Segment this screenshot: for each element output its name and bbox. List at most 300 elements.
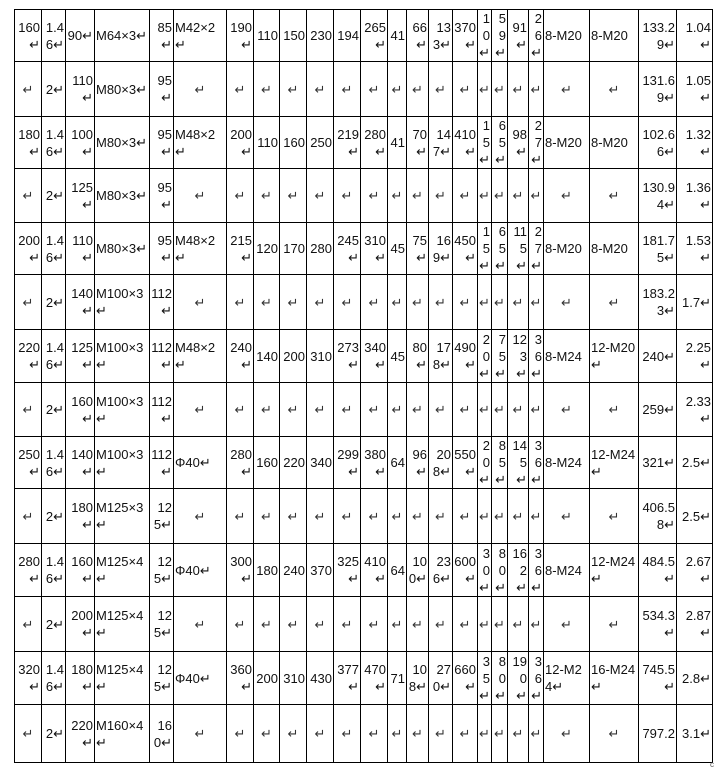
table-cell: 8-M24 [544, 544, 590, 597]
table-cell: ↵ [388, 62, 407, 117]
table-cell: M100×3↵ [95, 383, 150, 437]
table-cell: 112↵ [150, 437, 174, 489]
table-cell: 123↵ [508, 330, 529, 383]
table-cell: 27↵ [529, 117, 544, 169]
table-cell: 2.67↵ [677, 544, 713, 597]
table-cell: 270↵ [429, 652, 453, 705]
table-cell: 130.94↵ [639, 169, 677, 223]
table-row [15, 117, 713, 169]
table-cell: 220↵ [66, 705, 95, 763]
table-cell: 160 [280, 117, 307, 169]
table-cell: 220 [280, 437, 307, 489]
table-cell: 340↵ [361, 330, 388, 383]
table-cell: 125↵ [150, 597, 174, 652]
table-cell: ↵ [508, 705, 529, 763]
table-cell: 265↵ [361, 10, 388, 62]
table-cell: 219↵ [334, 117, 361, 169]
table-row [15, 437, 713, 489]
table-cell: ↵ [508, 275, 529, 330]
table-cell: ↵ [544, 705, 590, 763]
table-cell: 110↵ [66, 223, 95, 275]
table-cell: 112↵ [150, 330, 174, 383]
table-cell: 410↵ [361, 544, 388, 597]
table-cell: 41 [388, 117, 407, 169]
table-cell: ↵ [407, 383, 429, 437]
table-cell: 80↵ [492, 544, 508, 597]
table-cell: 71 [388, 652, 407, 705]
table-cell: ↵ [280, 62, 307, 117]
table-cell: 59↵ [492, 10, 508, 62]
table-cell: ↵ [544, 597, 590, 652]
spec-table-container [14, 9, 713, 763]
table-cell: ↵ [453, 705, 478, 763]
table-cell: ↵ [388, 169, 407, 223]
table-cell: 8-M20 [544, 223, 590, 275]
table-cell: 660↵ [453, 652, 478, 705]
table-cell: ↵ [388, 705, 407, 763]
table-cell: Φ40↵ [174, 437, 227, 489]
table-cell: 27↵ [529, 223, 544, 275]
table-cell: ↵ [529, 383, 544, 437]
table-cell: 8-M24 [544, 437, 590, 489]
table-cell: Φ40↵ [174, 544, 227, 597]
table-cell: Φ40↵ [174, 652, 227, 705]
table-cell: 2↵ [42, 705, 66, 763]
table-cell: ↵ [529, 489, 544, 544]
table-cell: ↵ [334, 169, 361, 223]
table-cell: ↵ [478, 489, 492, 544]
table-cell: 91↵ [508, 10, 529, 62]
table-cell: 15↵ [479, 118, 490, 167]
table-cell: 2.5↵ [677, 437, 713, 489]
table-cell: ↵ [361, 169, 388, 223]
table-cell: ↵ [544, 275, 590, 330]
table-cell: 245↵ [334, 223, 361, 275]
table-cell: ↵ [453, 489, 478, 544]
table-cell: 125↵ [150, 544, 174, 597]
table-cell: 180↵ [66, 489, 95, 544]
table-cell: ↵ [15, 705, 42, 763]
table-cell: 120 [254, 223, 280, 275]
table-row [15, 544, 713, 597]
table-cell: M125×4↵ [95, 597, 150, 652]
table-cell: 45 [388, 330, 407, 383]
table-cell: 125↵ [150, 489, 174, 544]
table-cell: M80×3↵ [95, 117, 150, 169]
table-cell: 112↵ [150, 275, 174, 330]
table-cell: ↵ [254, 489, 280, 544]
table-cell: ↵ [508, 62, 529, 117]
table-cell: ↵ [361, 383, 388, 437]
table-cell: 147↵ [429, 117, 453, 169]
table-cell: 150 [280, 10, 307, 62]
table-cell: ↵ [388, 275, 407, 330]
table-cell: 95↵ [150, 117, 174, 169]
table-cell: ↵ [227, 705, 254, 763]
table-cell: 200↵ [227, 117, 254, 169]
table-cell: ↵ [307, 169, 334, 223]
table-cell: 140↵ [66, 275, 95, 330]
table-cell: ↵ [280, 275, 307, 330]
table-cell: 534.3↵ [639, 597, 677, 652]
table-row [15, 383, 713, 437]
table-cell: 310↵ [361, 223, 388, 275]
table-cell: 96↵ [407, 437, 429, 489]
table-cell: 1.53↵ [677, 223, 713, 275]
table-cell: ↵ [174, 275, 227, 330]
table-cell: 1.05↵ [677, 62, 713, 117]
table-cell: ↵ [478, 275, 492, 330]
table-cell: 125↵ [150, 652, 174, 705]
table-cell: 160↵ [66, 544, 95, 597]
table-cell: 110 [254, 117, 280, 169]
table-cell: 12-M24↵ [590, 544, 639, 597]
table-cell: ↵ [407, 705, 429, 763]
table-cell: 95↵ [150, 62, 174, 117]
table-cell: 280 [307, 223, 334, 275]
table-cell: ↵ [478, 383, 492, 437]
table-cell: 310 [280, 652, 307, 705]
table-cell: 797.2 [639, 705, 677, 763]
table-cell: 450↵ [453, 223, 478, 275]
table-cell: 3.1↵ [677, 705, 713, 763]
table-cell: 340 [307, 437, 334, 489]
table-cell: ↵ [508, 597, 529, 652]
table-cell: ↵ [254, 597, 280, 652]
table-cell: 115↵ [508, 223, 529, 275]
table-cell: ↵ [15, 597, 42, 652]
table-cell: ↵ [388, 597, 407, 652]
table-cell: 66↵ [407, 10, 429, 62]
table-cell: ↵ [453, 383, 478, 437]
table-cell: 1.46↵ [42, 437, 66, 489]
table-cell: ↵ [254, 169, 280, 223]
table-row [15, 62, 713, 117]
table-cell: 16-M24↵ [590, 652, 639, 705]
table-cell: ↵ [15, 275, 42, 330]
table-cell: M80×3↵ [95, 169, 150, 223]
table-cell: 745.5↵ [639, 652, 677, 705]
table-cell: 140 [254, 330, 280, 383]
table-cell: 2.5↵ [677, 489, 713, 544]
table-cell: 320↵ [15, 652, 42, 705]
table-cell: ↵ [307, 275, 334, 330]
table-cell: 380↵ [361, 437, 388, 489]
table-cell: 162↵ [508, 544, 529, 597]
table-cell: ↵ [334, 705, 361, 763]
table-cell: ↵ [227, 169, 254, 223]
table-cell: 1.46↵ [42, 10, 66, 62]
table-cell: M100×3↵ [95, 330, 150, 383]
table-cell: ↵ [544, 383, 590, 437]
table-cell: 1.7↵ [677, 275, 713, 330]
table-cell: 36↵ [529, 652, 544, 705]
table-cell: 70↵ [407, 117, 429, 169]
table-cell: 273↵ [334, 330, 361, 383]
table-cell: 410↵ [453, 117, 478, 169]
table-cell: 180 [254, 544, 280, 597]
table-cell: ↵ [174, 62, 227, 117]
table-cell: ↵ [388, 489, 407, 544]
table-cell: ↵ [429, 62, 453, 117]
table-cell: 36↵ [529, 544, 544, 597]
table-cell: ↵ [429, 383, 453, 437]
table-cell: 280↵ [361, 117, 388, 169]
table-cell: 406.58↵ [639, 489, 677, 544]
table-row [15, 597, 713, 652]
table-cell: ↵ [254, 275, 280, 330]
table-cell: 2.25↵ [677, 330, 713, 383]
table-cell: 160 [254, 437, 280, 489]
table-cell: ↵ [453, 275, 478, 330]
table-cell: ↵ [407, 62, 429, 117]
table-cell: ↵ [478, 705, 492, 763]
table-cell: 65↵ [492, 117, 508, 169]
table-cell: 160↵ [15, 10, 42, 62]
table-cell: 180↵ [15, 117, 42, 169]
table-row [15, 275, 713, 330]
table-cell: 325↵ [334, 544, 361, 597]
table-row [15, 705, 713, 763]
table-cell: 125↵ [66, 169, 95, 223]
table-cell: 145↵ [508, 437, 529, 489]
table-cell: 12-M20↵ [590, 330, 639, 383]
table-cell: 80↵ [407, 330, 429, 383]
table-cell: 160↵ [150, 705, 174, 763]
table-cell: 360↵ [227, 652, 254, 705]
table-cell: 240↵ [227, 330, 254, 383]
table-cell: ↵ [361, 489, 388, 544]
table-cell: 484.5↵ [639, 544, 677, 597]
table-cell: ↵ [453, 62, 478, 117]
table-cell: 45 [388, 223, 407, 275]
table-cell: M125×4↵ [95, 544, 150, 597]
table-cell: ↵ [407, 597, 429, 652]
table-cell: 125↵ [66, 330, 95, 383]
table-cell: 26↵ [529, 10, 544, 62]
table-cell: 75↵ [492, 330, 508, 383]
table-cell: 100↵ [66, 117, 95, 169]
table-cell: ↵ [174, 489, 227, 544]
table-cell: 300↵ [227, 544, 254, 597]
table-cell: ↵ [478, 597, 492, 652]
table-row [15, 169, 713, 223]
table-cell: 370 [307, 544, 334, 597]
table-cell: 1.32↵ [677, 117, 713, 169]
table-cell: ↵ [529, 169, 544, 223]
table-cell: 250↵ [15, 437, 42, 489]
table-cell: ↵ [15, 62, 42, 117]
table-cell: M100×3↵ [95, 275, 150, 330]
table-cell: 10↵ [479, 11, 490, 60]
table-cell: ↵ [174, 705, 227, 763]
table-row [15, 489, 713, 544]
table-cell: 208↵ [429, 437, 453, 489]
table-cell: 15↵ [479, 224, 490, 273]
table-cell: M100×3↵ [95, 437, 150, 489]
table-cell: ↵ [429, 275, 453, 330]
page-edge-mark: c [710, 760, 714, 769]
table-cell: ↵ [478, 62, 492, 117]
table-cell: 85↵ [150, 10, 174, 62]
table-cell: 140↵ [66, 437, 95, 489]
table-cell: 133.29↵ [639, 10, 677, 62]
table-cell: ↵ [492, 705, 508, 763]
table-cell: 2↵ [42, 489, 66, 544]
table-row [15, 223, 713, 275]
table-cell: 65↵ [492, 223, 508, 275]
table-cell: 160↵ [66, 383, 95, 437]
table-cell: ↵ [407, 275, 429, 330]
table-cell: ↵ [15, 169, 42, 223]
table-cell: ↵ [453, 597, 478, 652]
table-cell: 133↵ [429, 10, 453, 62]
table-cell: 12-M24↵ [544, 652, 590, 705]
table-cell: 80↵ [492, 652, 508, 705]
table-cell: 169↵ [429, 223, 453, 275]
table-cell: ↵ [492, 275, 508, 330]
spec-table-body [15, 10, 713, 763]
table-cell: ↵ [307, 705, 334, 763]
table-cell: 200↵ [15, 223, 42, 275]
table-cell: ↵ [280, 597, 307, 652]
table-cell: 280↵ [15, 544, 42, 597]
table-row [15, 330, 713, 383]
table-cell: ↵ [334, 62, 361, 117]
table-cell: 550↵ [453, 437, 478, 489]
table-cell: ↵ [590, 597, 639, 652]
table-cell: ↵ [590, 62, 639, 117]
table-cell: ↵ [334, 383, 361, 437]
table-cell: ↵ [544, 169, 590, 223]
table-cell: 178↵ [429, 330, 453, 383]
table-cell: 470↵ [361, 652, 388, 705]
table-cell: M48×2↵ [174, 117, 227, 169]
table-cell: ↵ [174, 169, 227, 223]
table-cell: 190↵ [227, 10, 254, 62]
table-cell: 490↵ [453, 330, 478, 383]
table-cell: 1.46↵ [42, 117, 66, 169]
table-cell: ↵ [590, 705, 639, 763]
table-cell: ↵ [174, 597, 227, 652]
table-cell: 20↵ [479, 331, 490, 381]
table-row [15, 652, 713, 705]
table-cell: ↵ [590, 275, 639, 330]
table-cell: ↵ [227, 383, 254, 437]
table-cell: 108↵ [407, 652, 429, 705]
table-cell: ↵ [529, 597, 544, 652]
table-cell: ↵ [361, 62, 388, 117]
table-cell: 170 [280, 223, 307, 275]
table-cell: 220↵ [15, 330, 42, 383]
table-cell: 240↵ [639, 330, 677, 383]
table-cell: ↵ [227, 597, 254, 652]
table-cell: 200 [280, 330, 307, 383]
table-cell: ↵ [227, 62, 254, 117]
table-cell: M80×3↵ [95, 62, 150, 117]
table-cell: 1.46↵ [42, 223, 66, 275]
table-cell: ↵ [492, 62, 508, 117]
table-cell: 95↵ [150, 223, 174, 275]
table-cell: ↵ [280, 489, 307, 544]
table-cell: ↵ [227, 275, 254, 330]
table-cell: M160×4↵ [95, 705, 150, 763]
table-cell: ↵ [544, 62, 590, 117]
table-cell: 280↵ [227, 437, 254, 489]
table-cell: 2↵ [42, 275, 66, 330]
table-cell: 1.46↵ [42, 544, 66, 597]
table-cell: M48×2↵ [174, 330, 227, 383]
table-cell: ↵ [254, 62, 280, 117]
table-cell: 110 [254, 10, 280, 62]
table-cell: 8-M20 [544, 117, 590, 169]
table-cell: ↵ [307, 597, 334, 652]
table-cell: 98↵ [508, 117, 529, 169]
table-cell: 75↵ [407, 223, 429, 275]
table-cell: 2↵ [42, 169, 66, 223]
table-cell: M42×2↵ [174, 10, 227, 62]
table-cell: 41 [388, 10, 407, 62]
table-cell: 2.87↵ [677, 597, 713, 652]
table-cell: 2↵ [42, 62, 66, 117]
table-cell: 370↵ [453, 10, 478, 62]
table-cell: 95↵ [150, 169, 174, 223]
table-cell: 30↵ [479, 545, 490, 595]
table-cell: M48×2↵ [174, 223, 227, 275]
table-cell: ↵ [15, 383, 42, 437]
table-cell: 36↵ [529, 437, 544, 489]
table-cell: ↵ [590, 489, 639, 544]
table-cell: ↵ [307, 489, 334, 544]
table-cell: 2.33↵ [677, 383, 713, 437]
table-cell: ↵ [478, 169, 492, 223]
table-cell: 2.8↵ [677, 652, 713, 705]
table-cell: ↵ [307, 62, 334, 117]
table-cell: 8-M20 [590, 10, 639, 62]
table-cell: 430 [307, 652, 334, 705]
table-cell: ↵ [334, 489, 361, 544]
table-cell: ↵ [508, 169, 529, 223]
table-cell: ↵ [174, 383, 227, 437]
table-cell: 1.04↵ [677, 10, 713, 62]
table-cell: 194 [334, 10, 361, 62]
table-cell: ↵ [361, 275, 388, 330]
table-cell: 8-M20 [590, 117, 639, 169]
table-cell: ↵ [280, 705, 307, 763]
table-cell: 2↵ [42, 597, 66, 652]
table-cell: 240 [280, 544, 307, 597]
table-cell: 377↵ [334, 652, 361, 705]
table-cell: 20↵ [479, 438, 490, 487]
table-cell: ↵ [492, 169, 508, 223]
table-cell: ↵ [361, 597, 388, 652]
table-cell: 90↵ [66, 10, 95, 62]
table-cell: 64 [388, 544, 407, 597]
table-cell: ↵ [429, 169, 453, 223]
table-cell: ↵ [590, 169, 639, 223]
table-cell: ↵ [590, 383, 639, 437]
table-cell: 36↵ [529, 330, 544, 383]
table-cell: ↵ [508, 383, 529, 437]
table-cell: M80×3↵ [95, 223, 150, 275]
table-cell: ↵ [307, 383, 334, 437]
table-cell: 8-M20 [590, 223, 639, 275]
table-cell: 110↵ [66, 62, 95, 117]
table-cell: ↵ [429, 597, 453, 652]
table-cell: ↵ [280, 169, 307, 223]
table-cell: ↵ [388, 383, 407, 437]
table-cell: ↵ [227, 489, 254, 544]
